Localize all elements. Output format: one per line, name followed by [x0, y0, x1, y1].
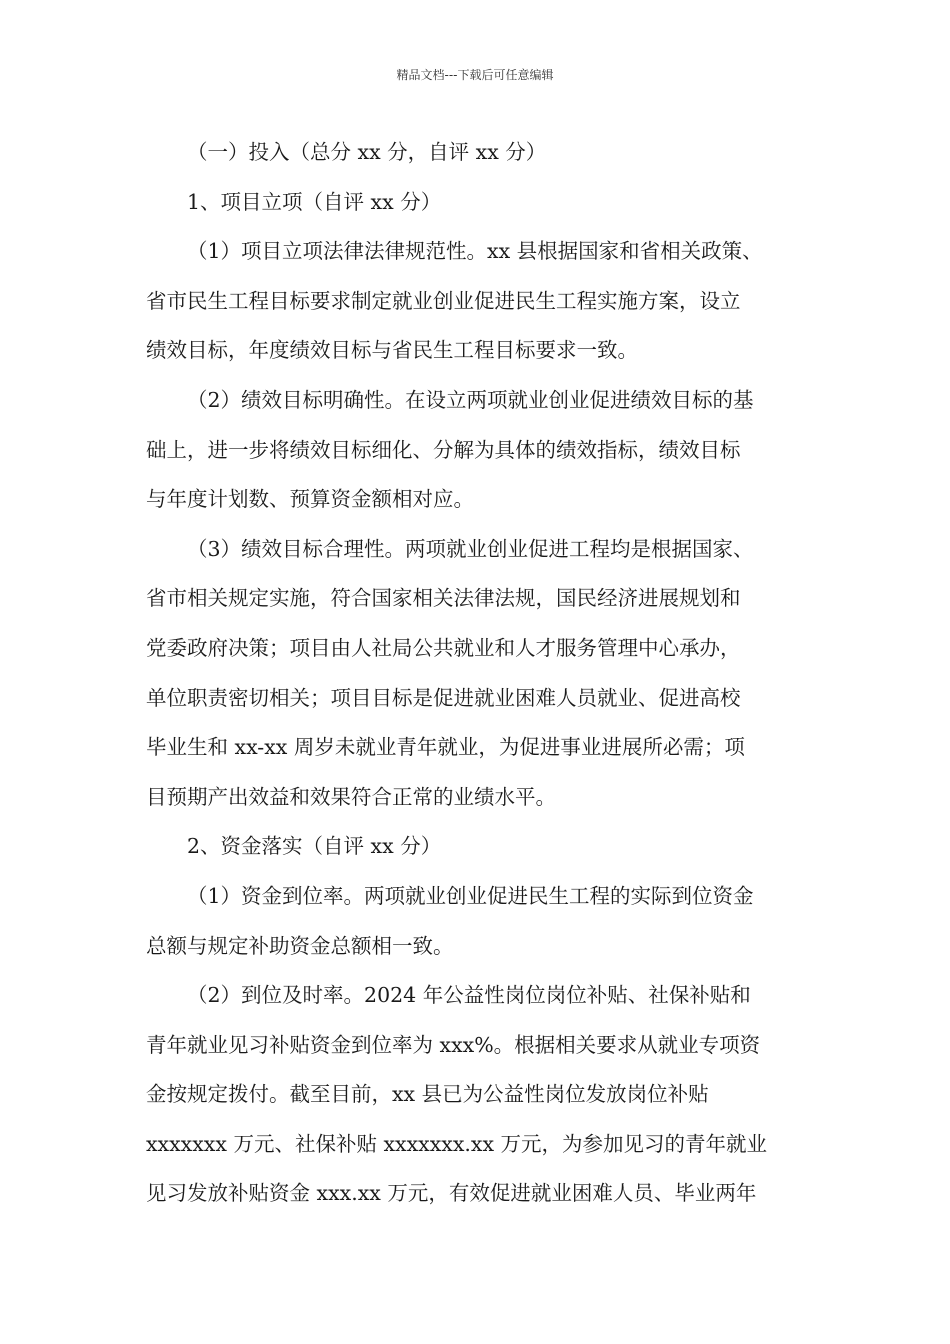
text-line: （1）资金到位率。两项就业创业促进民生工程的实际到位资金 — [187, 883, 754, 908]
text-line: 党委政府决策；项目由人社局公共就业和人才服务管理中心承办， — [146, 635, 741, 660]
text-line: （2）到位及时率。2024 年公益性岗位岗位补贴、社保补贴和 — [187, 983, 751, 1008]
text-line: 1、项目立项（自评 xx 分） — [187, 189, 442, 214]
text-line: （2）绩效目标明确性。在设立两项就业创业促进绩效目标的基 — [187, 387, 754, 412]
text-line: （1）项目立项法律法律规范性。xx 县根据国家和省相关政策、 — [187, 239, 763, 264]
text-line: 础上，进一步将绩效目标细化、分解为具体的绩效指标，绩效目标 — [146, 437, 741, 462]
subsection-heading-project-approval — [146, 178, 810, 228]
text-line: （一）投入（总分 xx 分，自评 xx 分） — [187, 140, 547, 164]
text-line: 省市相关规定实施，符合国家相关法律法规，国民经济进展规划和 — [146, 586, 741, 611]
text-line: 2、资金落实（自评 xx 分） — [187, 834, 442, 859]
paragraph-funding-rate — [146, 872, 810, 971]
paragraph-legal-compliance — [146, 227, 810, 376]
text-line: 单位职责密切相关；项目目标是促进就业困难人员就业、促进高校 — [146, 685, 741, 710]
paragraph-goal-clarity — [146, 376, 810, 525]
paragraph-goal-reasonableness — [146, 525, 810, 823]
text-line: 目预期产出效益和效果符合正常的业绩水平。 — [146, 784, 556, 809]
paragraph-funding-timeliness — [146, 971, 810, 1219]
text-line: 青年就业见习补贴资金到位率为 xxx%。根据相关要求从就业专项资 — [146, 1032, 761, 1057]
text-line: （3）绩效目标合理性。两项就业创业促进工程均是根据国家、 — [187, 536, 754, 561]
text-line: 总额与规定补助资金总额相一致。 — [146, 933, 454, 958]
text-line: xxxxxxx 万元、社保补贴 xxxxxxx.xx 万元，为参加见习的青年就业 — [146, 1131, 768, 1156]
text-line: 省市民生工程目标要求制定就业创业促进民生工程实施方案，设立 — [146, 288, 741, 313]
text-line: 金按规定拨付。截至目前，xx 县已为公益性岗位发放岗位补贴 — [146, 1082, 709, 1107]
text-line: 毕业生和 xx-xx 周岁未就业青年就业，为促进事业进展所必需；项 — [146, 735, 745, 760]
section-heading-investment — [146, 128, 810, 178]
subsection-heading-funding — [146, 822, 810, 872]
document-body — [146, 128, 810, 1219]
text-line: 绩效目标，年度绩效目标与省民生工程目标要求一致。 — [146, 338, 638, 363]
text-line: 与年度计划数、预算资金额相对应。 — [146, 487, 474, 512]
text-line: 见习发放补贴资金 xxx.xx 万元，有效促进就业困难人员、毕业两年 — [146, 1181, 757, 1206]
page-header: 精品文档---下载后可任意编辑 — [396, 68, 554, 82]
